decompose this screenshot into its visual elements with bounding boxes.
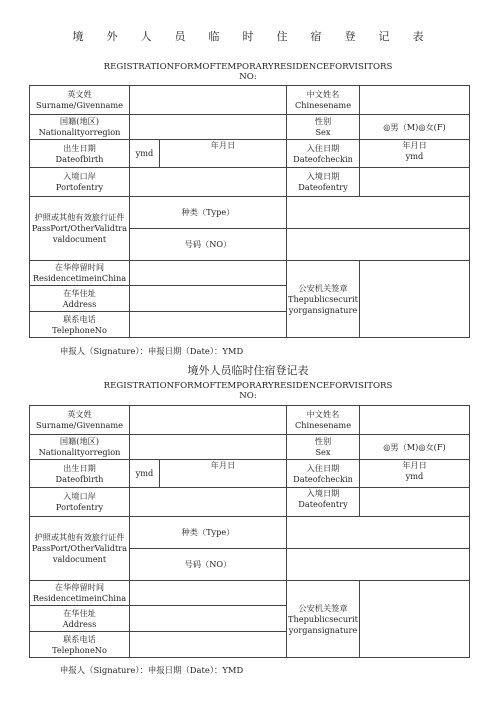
dob-label: 出生日期 Dateofbirth bbox=[30, 140, 130, 168]
phone-field[interactable] bbox=[130, 312, 287, 338]
form1-subtitle: REGISTRATIONFORMOFTEMPORARYRESIDENCEFORVISITORS bbox=[103, 62, 393, 72]
stay-label: 在华停留时间 ResidencetimeinChina bbox=[30, 261, 130, 286]
port-label: 入境口岸 Portofentry bbox=[30, 168, 130, 197]
police-field[interactable] bbox=[360, 581, 470, 658]
passport-number-field[interactable] bbox=[287, 229, 470, 261]
form1-heading: 境外人员临时住宿登记表 bbox=[72, 30, 447, 43]
dob-ymd: ymd bbox=[130, 460, 160, 488]
port-field[interactable] bbox=[130, 168, 287, 197]
stay-field[interactable] bbox=[130, 581, 287, 606]
chinese-name-field[interactable] bbox=[360, 406, 470, 435]
phone-label: 联系电话 TelephoneNo bbox=[30, 312, 130, 338]
entry-date-label: 入境日期 Dateofentry bbox=[287, 168, 360, 197]
address-label: 在华住址 Address bbox=[30, 606, 130, 632]
passport-number-label: 号码（NO） bbox=[130, 229, 287, 261]
dob-label: 出生日期 Dateofbirth bbox=[30, 460, 130, 488]
form1-signature-line: 申报人（Signature）：申报日期（Date）：YMD bbox=[60, 346, 244, 356]
checkin-label: 入住日期 Dateofcheckin bbox=[287, 140, 360, 168]
port-label: 入境口岸 Portofentry bbox=[30, 488, 130, 517]
form2-no-label: NO: bbox=[239, 391, 257, 401]
chinese-name-label: 中文姓名 Chinesename bbox=[287, 86, 360, 115]
stay-field[interactable] bbox=[130, 261, 287, 286]
checkin-label: 入住日期 Dateofcheckin bbox=[287, 460, 360, 488]
stay-label: 在华停留时间 ResidencetimeinChina bbox=[30, 581, 130, 606]
nationality-field[interactable] bbox=[130, 115, 287, 140]
form2-subtitle: REGISTRATIONFORMOFTEMPORARYRESIDENCEFORVISITORS bbox=[103, 381, 393, 391]
passport-type-field[interactable] bbox=[287, 197, 470, 229]
nationality-field[interactable] bbox=[130, 435, 287, 460]
entry-date-field[interactable] bbox=[360, 168, 470, 197]
form2-heading: 境外人员临时住宿登记表 bbox=[187, 364, 309, 377]
form2-signature-line: 申报人（Signature）：申报日期（Date）：YMD bbox=[60, 665, 244, 675]
passport-type-field[interactable] bbox=[287, 517, 470, 549]
checkin-field[interactable]: 年月日 ymd bbox=[360, 460, 470, 488]
dob-field[interactable]: 年月日 bbox=[160, 460, 287, 488]
address-label: 在华住址 Address bbox=[30, 286, 130, 312]
surname-field[interactable] bbox=[130, 86, 287, 115]
form1-table bbox=[29, 85, 470, 338]
port-field[interactable] bbox=[130, 488, 287, 517]
nationality-label: 国籍(地区) Nationalityorregion bbox=[30, 435, 130, 460]
dob-ymd: ymd bbox=[130, 140, 160, 168]
nationality-label: 国籍(地区) Nationalityorregion bbox=[30, 115, 130, 140]
passport-label: 护照或其他有效旅行证件 PassPort/OtherValidtravaldocument bbox=[30, 517, 130, 581]
form1-no-label: NO: bbox=[239, 72, 257, 82]
sex-label: 性别 Sex bbox=[287, 115, 360, 140]
entry-date-field[interactable] bbox=[360, 488, 470, 517]
police-label: 公安机关签章 Thepublicsecurityorgansignature bbox=[287, 581, 360, 658]
passport-type-label: 种类（Type） bbox=[130, 197, 287, 229]
checkin-field[interactable]: 年月日 ymd bbox=[360, 140, 470, 168]
address-field[interactable] bbox=[130, 606, 287, 632]
phone-field[interactable] bbox=[130, 632, 287, 658]
chinese-name-label: 中文姓名 Chinesename bbox=[287, 406, 360, 435]
passport-label: 护照或其他有效旅行证件 PassPort/OtherValidtravaldocument bbox=[30, 197, 130, 261]
surname-field[interactable] bbox=[130, 406, 287, 435]
address-field[interactable] bbox=[130, 286, 287, 312]
sex-label: 性别 Sex bbox=[287, 435, 360, 460]
sex-options[interactable]: ◎男（M)◎女(F) bbox=[360, 115, 470, 140]
passport-number-label: 号码（NO） bbox=[130, 549, 287, 581]
surname-label: 英文姓 Surname/Givenname bbox=[30, 86, 130, 115]
chinese-name-field[interactable] bbox=[360, 86, 470, 115]
form2-table bbox=[29, 405, 470, 658]
surname-label: 英文姓 Surname/Givenname bbox=[30, 406, 130, 435]
entry-date-label: 入境日期 Dateofentry bbox=[287, 488, 360, 517]
police-field[interactable] bbox=[360, 261, 470, 338]
sex-options[interactable]: ◎男（M)◎女(F) bbox=[360, 435, 470, 460]
passport-number-field[interactable] bbox=[287, 549, 470, 581]
dob-field[interactable]: 年月日 bbox=[160, 140, 287, 168]
passport-type-label: 种类（Type） bbox=[130, 517, 287, 549]
police-label: 公安机关签章 Thepublicsecurityorgansignature bbox=[287, 261, 360, 338]
phone-label: 联系电话 TelephoneNo bbox=[30, 632, 130, 658]
